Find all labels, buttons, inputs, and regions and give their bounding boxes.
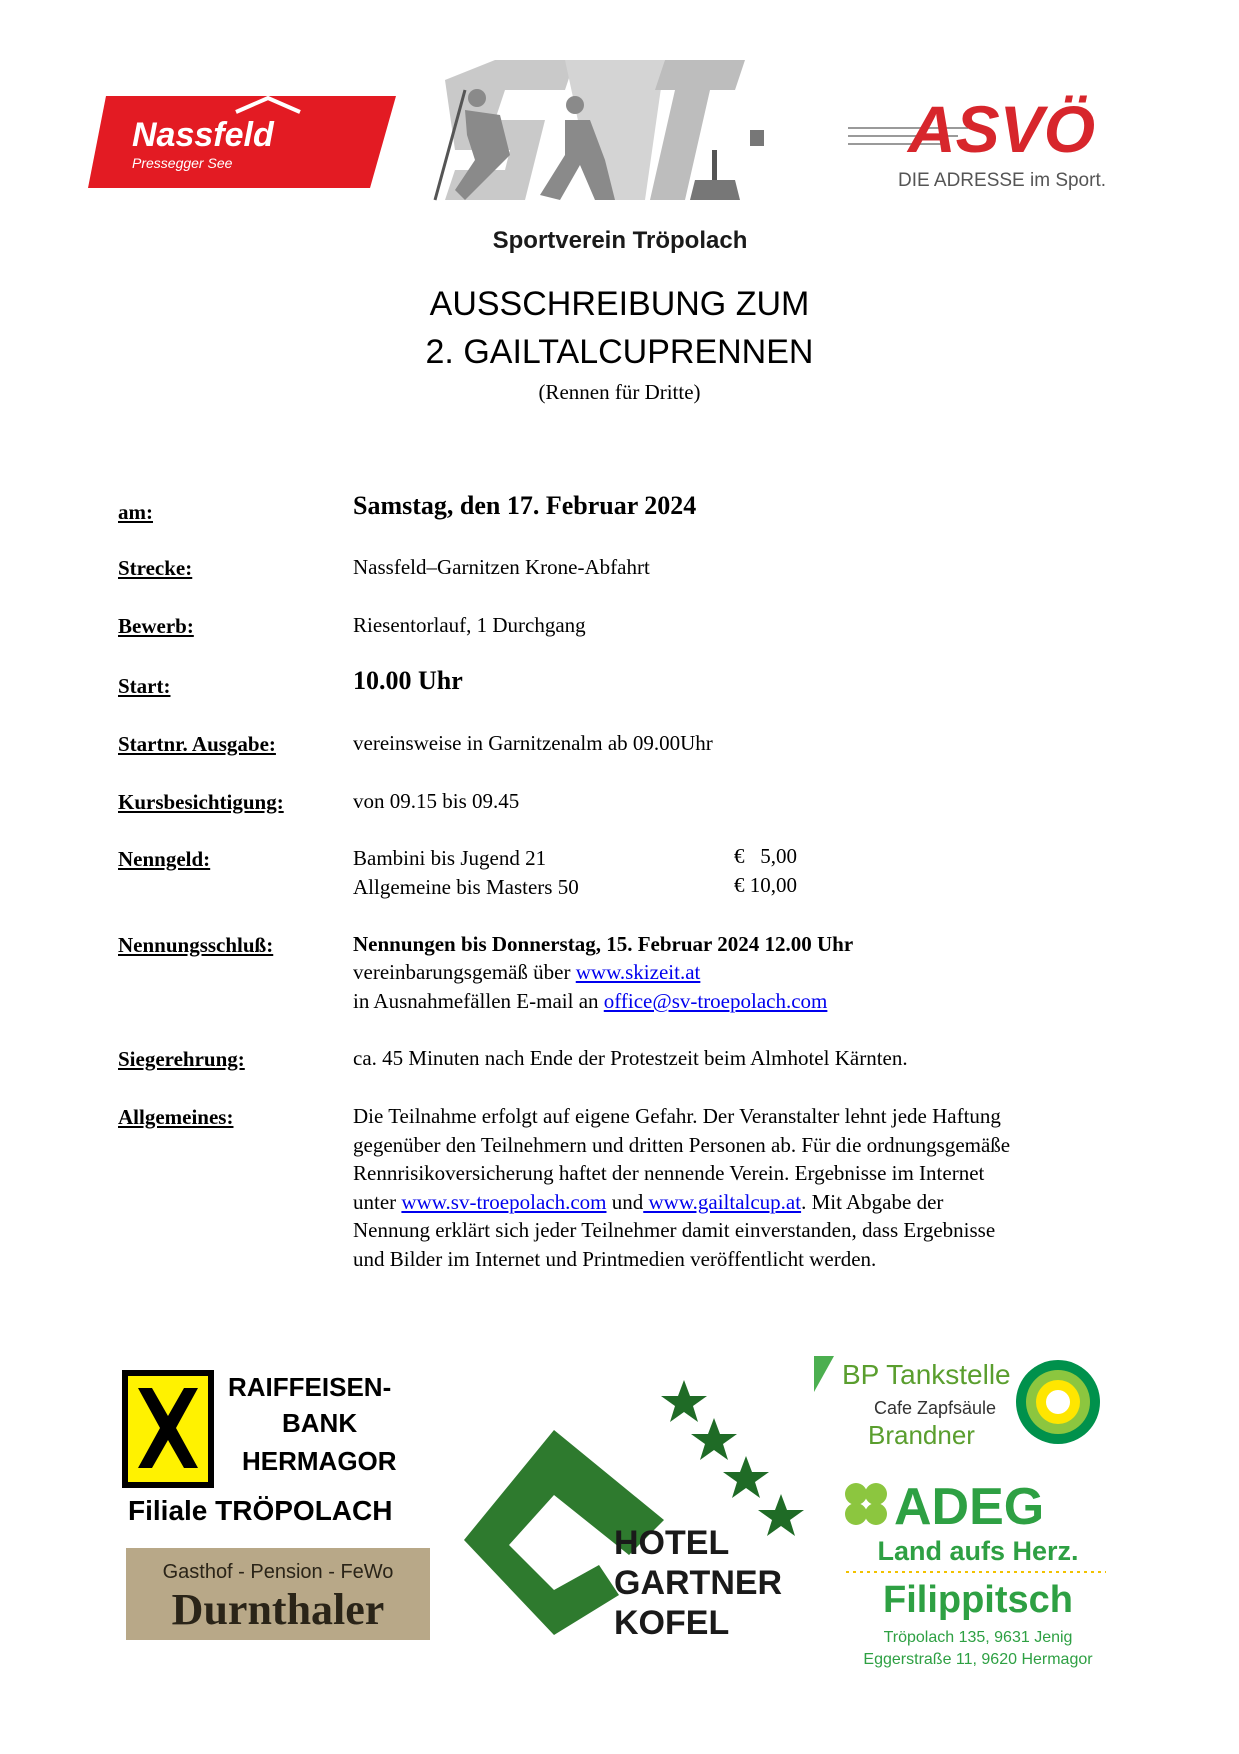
asvo-tagline: DIE ADRESSE im Sport. [898, 170, 1107, 191]
label-start: Start: [118, 674, 171, 698]
heading-subtitle: (Rennen für Dritte) [538, 380, 701, 404]
gartner-l2: GARTNER [614, 1564, 783, 1602]
email-link[interactable]: office@sv-troepolach.com [603, 989, 828, 1013]
label-am: am: [118, 500, 153, 524]
gartner-l1: HOTEL [614, 1524, 730, 1562]
nenngeld-amount-1: € 5,00 [734, 844, 797, 868]
bp-l3: Brandner [868, 1420, 975, 1450]
durnthaler-logo [126, 1548, 430, 1640]
nenngeld-category-1: Bambini bis Jugend 21 [353, 846, 547, 870]
label-nenngeld: Nenngeld: [118, 847, 211, 871]
value-sieger: ca. 45 Minuten nach Ende der Protestzeit beim Almhotel Kärnten. [353, 1046, 908, 1070]
raiffeisen-l3: HERMAGOR [242, 1446, 397, 1476]
adeg-l3: Filippitsch [883, 1579, 1073, 1621]
value-bewerb: Riesentorlauf, 1 Durchgang [353, 613, 586, 637]
raiffeisen-l1: RAIFFEISEN- [228, 1372, 392, 1402]
adeg-filippitsch-logo [836, 1478, 1120, 1676]
allgemeines-text: Die Teilnahme erfolgt auf eigene Gefahr. Der Veranstalter lehnt jede Haftung gegenüber den Teilnehmern und dritten Personen ab. Für die ordnungsgemäße Rennrisikoversicherung haftet der nennende Verein. Ergebnisse im Internet unter www.sv-troepolach.com und www.gailtalcup.at. Mit Abgabe der Nennung erklärt sich jeder Teilnehmer damit einverstanden, dass Ergebnisse und Bilder im Internet und Printmedien veröffentlicht werden. [353, 1104, 1011, 1271]
raiffeisen-logo [122, 1370, 426, 1530]
adeg-l1: ADEG [894, 1478, 1045, 1536]
adeg-l4: Tröpolach 135, 9631 Jenig [883, 1629, 1073, 1646]
asvo-logo [848, 88, 1166, 198]
nenngeld-amount-2: € 10,00 [734, 873, 797, 897]
schluss-line3: in Ausnahmefällen E-mail an office@sv-troepolach.com [353, 989, 828, 1013]
skizeit-link[interactable]: www.skizeit.at [575, 960, 701, 984]
label-startnr: Startnr. Ausgabe: [118, 732, 276, 756]
svt-name: Sportverein Tröpolach [492, 227, 748, 254]
value-start: 10.00 Uhr [353, 666, 463, 695]
adeg-l5: Eggerstraße 11, 9620 Hermagor [863, 1651, 1093, 1668]
durnthaler-l1: Gasthof - Pension - FeWo [162, 1561, 394, 1583]
schluss-line2: vereinbarungsgemäß über www.skizeit.at [353, 960, 701, 984]
bp-tankstelle-logo [814, 1352, 1114, 1454]
schluss-line1: Nennungen bis Donnerstag, 15. Februar 2024 12.00 Uhr [353, 932, 854, 956]
label-schluss: Nennungsschluß: [118, 933, 274, 957]
raiffeisen-l4: Filiale TRÖPOLACH [128, 1495, 393, 1526]
bp-l1: BP Tankstelle [842, 1359, 1011, 1390]
gailtalcup-link[interactable]: www.gailtalcup.at [643, 1189, 802, 1214]
raiffeisen-l2: BANK [282, 1408, 358, 1438]
hotel-gartnerkofel-logo [454, 1370, 814, 1640]
label-strecke: Strecke: [118, 556, 193, 580]
sv-troepolach-link[interactable]: www.sv-troepolach.com [401, 1189, 607, 1214]
nassfeld-sub: Pressegger See [132, 155, 233, 171]
value-kurs: von 09.15 bis 09.45 [353, 789, 520, 813]
nassfeld-logo [88, 96, 396, 188]
value-am: Samstag, den 17. Februar 2024 [353, 491, 697, 520]
value-startnr: vereinsweise in Garnitzenalm ab 09.00Uhr [353, 731, 713, 755]
label-bewerb: Bewerb: [118, 614, 194, 638]
nenngeld-category-2: Allgemeine bis Masters 50 [353, 875, 579, 899]
value-strecke: Nassfeld–Garnitzen Krone-Abfahrt [353, 555, 650, 579]
heading-line2: 2. GAILTALCUPRENNEN [425, 333, 814, 371]
asvo-name: ASVÖ [908, 92, 1096, 166]
durnthaler-l2: Durnthaler [171, 1585, 385, 1634]
bp-l2: Cafe Zapfsäule [874, 1398, 997, 1418]
svt-logo [415, 60, 825, 260]
gartner-l3: KOFEL [614, 1604, 730, 1640]
nassfeld-name: Nassfeld [132, 116, 274, 154]
label-allgemeines: Allgemeines: [118, 1105, 234, 1129]
adeg-l2: Land aufs Herz. [877, 1536, 1079, 1566]
heading-line1: AUSSCHREIBUNG ZUM [429, 285, 810, 323]
label-sieger: Siegerehrung: [118, 1047, 245, 1071]
label-kurs: Kursbesichtigung: [118, 790, 284, 814]
